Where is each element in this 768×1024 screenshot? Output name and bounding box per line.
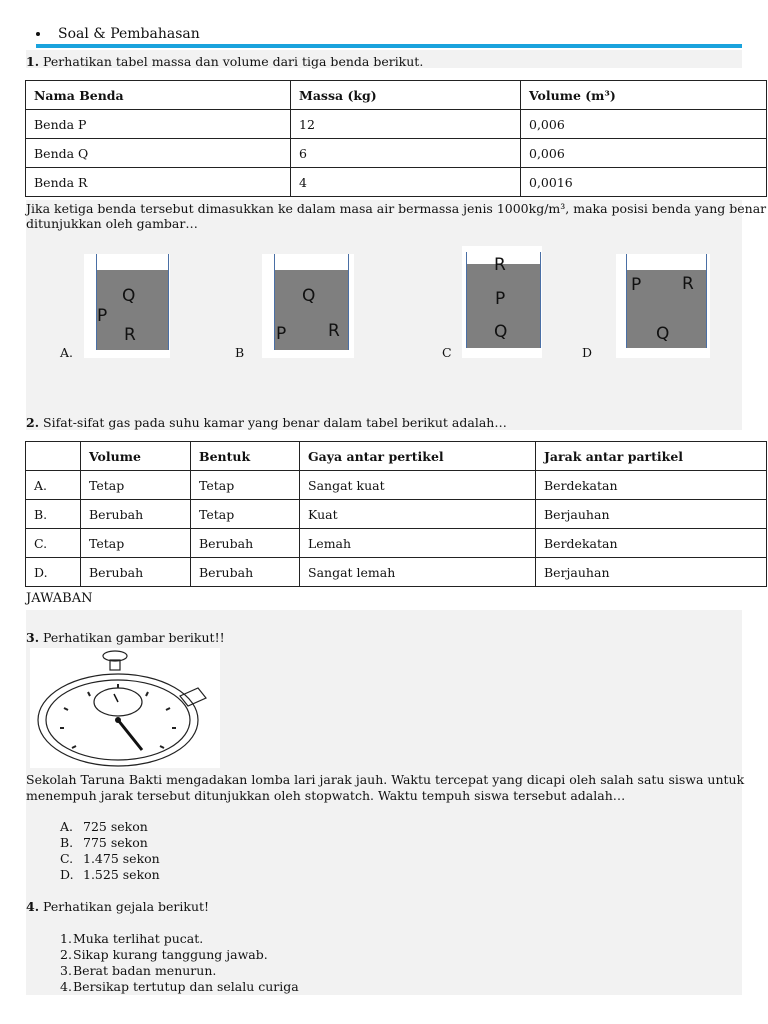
option-text: 775 sekon: [83, 835, 148, 850]
col-header-volume: Volume: [81, 442, 191, 471]
col-header-gaya: Gaya antar pertikel: [300, 442, 536, 471]
table-cell: Benda P: [26, 110, 291, 139]
q4-prompt: [26, 899, 209, 915]
beaker-wall: [274, 254, 275, 350]
table-cell: D.: [26, 558, 81, 587]
table-cell: Lemah: [300, 529, 536, 558]
bullet-icon: [36, 32, 40, 36]
table-cell: Berubah: [81, 500, 191, 529]
item-number: 4.: [60, 979, 72, 994]
table-cell: Kuat: [300, 500, 536, 529]
table-cell: Benda Q: [26, 139, 291, 168]
item-number: 3.: [60, 963, 72, 978]
table-cell: Sangat kuat: [300, 471, 536, 500]
item-text: Muka terlihat pucat.: [73, 931, 204, 946]
table-cell: Tetap: [191, 500, 300, 529]
table-cell: 12: [291, 110, 521, 139]
list-item: [60, 851, 160, 867]
list-item: [60, 979, 299, 995]
table-cell: Berubah: [81, 558, 191, 587]
item-text: Sikap kurang tanggung jawab.: [73, 947, 268, 962]
col-header-nama: Nama Benda: [26, 81, 291, 110]
beaker-b-figure: [262, 254, 354, 358]
option-a-label: A.: [60, 345, 74, 360]
answer-label: JAWABAN: [26, 591, 93, 606]
col-header: [26, 442, 81, 471]
q1-paragraph-line2: ditunjukkan oleh gambar…: [26, 216, 198, 231]
table-cell: Berdekatan: [536, 529, 767, 558]
table-cell: Berdekatan: [536, 471, 767, 500]
object-label: R: [328, 321, 340, 341]
section-header: [36, 26, 200, 42]
object-label: R: [124, 325, 136, 345]
object-label: Q: [122, 286, 136, 306]
beaker-wall: [466, 252, 467, 348]
option-letter: D.: [60, 867, 74, 882]
option-letter: A.: [60, 819, 74, 834]
table-cell: B.: [26, 500, 81, 529]
q1-prompt: [26, 54, 423, 70]
q1-number: 1.: [26, 54, 40, 69]
header-divider: [36, 44, 742, 48]
table-cell: 6: [291, 139, 521, 168]
q2-number: 2.: [26, 415, 40, 430]
table-cell: Benda R: [26, 168, 291, 197]
table-cell: Berubah: [191, 529, 300, 558]
q2-table: [25, 441, 767, 587]
beaker-c-figure: [462, 246, 542, 358]
table-cell: 0,006: [521, 139, 767, 168]
col-header-bentuk: Bentuk: [191, 442, 300, 471]
col-header-jarak: Jarak antar partikel: [536, 442, 767, 471]
object-label: P: [276, 324, 287, 344]
table-row: [26, 471, 767, 500]
table-row: [26, 558, 767, 587]
q2-text: Sifat-sifat gas pada suhu kamar yang benar dalam tabel berikut adalah…: [43, 415, 507, 430]
beaker-wall: [540, 252, 541, 348]
q1-table: [25, 80, 767, 197]
option-letter: C.: [60, 851, 74, 866]
beaker-wall: [96, 254, 97, 350]
table-cell: Sangat lemah: [300, 558, 536, 587]
table-cell: A.: [26, 471, 81, 500]
table-header-row: [26, 442, 767, 471]
table-row: [26, 110, 767, 139]
section-title: Soal & Pembahasan: [58, 26, 200, 42]
q1-paragraph-line1: Jika ketiga benda tersebut dimasukkan ke dalam masa air bermassa jenis 1000kg/m³, maka posisi benda yang benar: [26, 201, 767, 216]
stopwatch-figure: [30, 648, 220, 768]
table-row: [26, 139, 767, 168]
table-cell: Tetap: [81, 529, 191, 558]
list-item: [60, 819, 160, 835]
table-cell: Tetap: [191, 471, 300, 500]
beaker-d-figure: [616, 254, 710, 358]
q4-text: Perhatikan gejala berikut!: [43, 899, 210, 914]
object-label: R: [682, 274, 694, 294]
object-label: Q: [656, 324, 670, 344]
beaker-wall: [348, 254, 349, 350]
table-cell: Berubah: [191, 558, 300, 587]
q3-options: [60, 819, 160, 883]
option-c-label: C: [442, 345, 452, 360]
q3-paragraph-line1: Sekolah Taruna Bakti mengadakan lomba lari jarak jauh. Waktu tercepat yang dicapi oleh salah satu siswa untuk: [26, 772, 745, 787]
q1-text: Perhatikan tabel massa dan volume dari tiga benda berikut.: [43, 54, 424, 69]
list-item: [60, 835, 160, 851]
item-number: 1.: [60, 931, 72, 946]
beaker-wall: [626, 254, 627, 348]
option-text: 725 sekon: [83, 819, 148, 834]
table-cell: 0,006: [521, 110, 767, 139]
item-text: Bersikap tertutup dan selalu curiga: [73, 979, 299, 994]
item-number: 2.: [60, 947, 72, 962]
col-header-massa: Massa (kg): [291, 81, 521, 110]
object-label: Q: [302, 286, 316, 306]
table-cell: 4: [291, 168, 521, 197]
list-item: [60, 963, 299, 979]
q4-number: 4.: [26, 899, 40, 914]
table-row: [26, 529, 767, 558]
table-cell: Tetap: [81, 471, 191, 500]
object-label: Q: [494, 322, 508, 342]
item-text: Berat badan menurun.: [73, 963, 217, 978]
object-label: P: [495, 289, 506, 309]
beaker-wall: [168, 254, 169, 350]
q3-text: Perhatikan gambar berikut!!: [43, 630, 225, 645]
col-header-volume: Volume (m³): [521, 81, 767, 110]
object-label: P: [631, 275, 642, 295]
q2-prompt: [26, 415, 507, 431]
list-item: [60, 867, 160, 883]
q4-list: [60, 931, 299, 995]
table-cell: C.: [26, 529, 81, 558]
option-b-label: B: [235, 345, 245, 360]
object-label: P: [97, 306, 108, 326]
table-cell: 0,0016: [521, 168, 767, 197]
q3-number: 3.: [26, 630, 40, 645]
table-row: [26, 500, 767, 529]
object-label: R: [494, 255, 506, 275]
list-item: [60, 947, 299, 963]
option-text: 1.475 sekon: [83, 851, 160, 866]
q3-prompt: [26, 630, 225, 646]
beaker-a-figure: [84, 254, 170, 358]
table-cell: Berjauhan: [536, 558, 767, 587]
q3-paragraph-line2: menempuh jarak tersebut ditunjukkan oleh stopwatch. Waktu tempuh siswa tersebut adalah…: [26, 788, 626, 803]
table-header-row: [26, 81, 767, 110]
beaker-wall: [706, 254, 707, 348]
table-row: [26, 168, 767, 197]
list-item: [60, 931, 299, 947]
option-text: 1.525 sekon: [83, 867, 160, 882]
stopwatch-icon: [30, 648, 220, 768]
table-cell: Berjauhan: [536, 500, 767, 529]
option-letter: B.: [60, 835, 74, 850]
option-d-label: D: [582, 345, 593, 360]
